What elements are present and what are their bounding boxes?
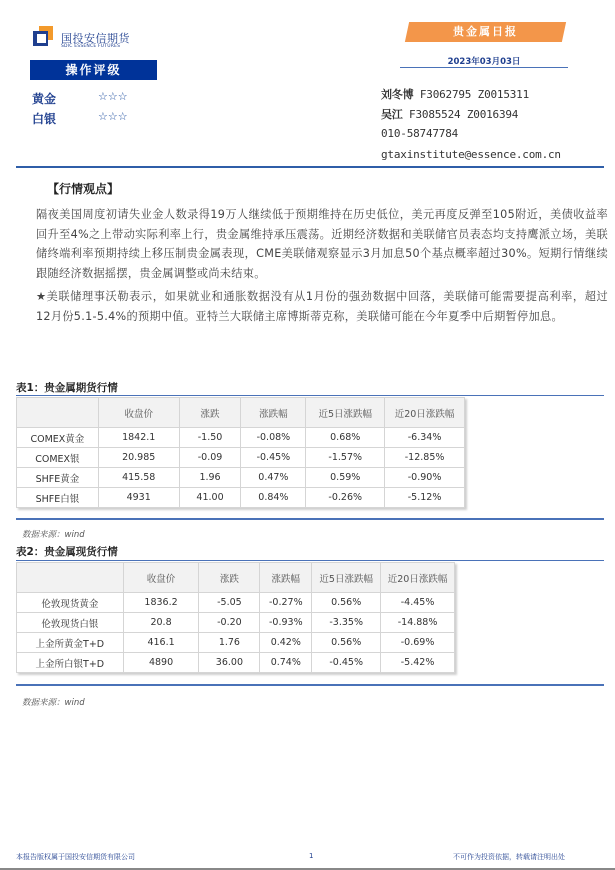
cell-close: 1836.2 [123,593,199,613]
page-number: 1 [309,852,314,860]
column-header: 近20日涨跌幅 [385,398,465,428]
cell-5d-pct: 0.56% [312,633,381,653]
cell-instrument: COMEX银 [17,448,99,468]
analyst-name: 吴江 [381,108,403,121]
table-row [17,653,455,673]
cell-20d-pct: -14.88% [381,613,455,633]
table-row [17,448,465,468]
cell-change: -1.50 [179,428,241,448]
report-date: 2023年03月03日 [447,57,521,67]
rating-title: 操作评级 [30,60,157,80]
cell-change: 36.00 [199,653,260,673]
spot-table [16,562,455,673]
cell-instrument: 伦敦现货白银 [17,613,124,633]
column-header [17,563,124,593]
cell-close: 20.985 [98,448,179,468]
phone: 010-58747784 [381,127,459,140]
cell-change: 1.76 [199,633,260,653]
cell-instrument: SHFE黄金 [17,468,99,488]
cell-20d-pct: -12.85% [385,448,465,468]
analyst-1 [381,86,529,102]
cell-20d-pct: -0.69% [381,633,455,653]
analyst-ids: F3062795 Z0015311 [419,88,530,101]
table2-top-rule [16,560,604,561]
table1-source: 数据来源：wind [22,530,85,540]
cell-change: -5.05 [199,593,260,613]
cell-change-pct: -0.27% [260,593,312,613]
cell-change-pct: 0.42% [260,633,312,653]
report-type: 贵金属日报 [453,25,518,38]
footer-copyright: 本报告版权属于国投安信期货有限公司 [16,853,135,861]
cell-20d-pct: -4.45% [381,593,455,613]
table1-top-rule [16,395,604,396]
cell-change-pct: -0.45% [241,448,306,468]
footer-disclaimer: 不可作为投资依据，转载请注明出处 [453,853,565,861]
cell-close: 4890 [123,653,199,673]
cell-close: 416.1 [123,633,199,653]
email-link[interactable]: gtaxinstitute@essence.com.cn [381,148,561,161]
star-rating-icon: ☆☆☆ [98,90,128,103]
cell-instrument: 上金所白银T+D [17,653,124,673]
rating-row-gold [30,90,157,108]
table-row [17,488,465,508]
cell-5d-pct: 0.68% [306,428,385,448]
cell-change: 1.96 [179,468,241,488]
column-header: 涨跌幅 [241,398,306,428]
cell-5d-pct: 0.59% [306,468,385,488]
cell-change-pct: 0.74% [260,653,312,673]
cell-20d-pct: -5.42% [381,653,455,673]
cell-instrument: SHFE白银 [17,488,99,508]
cell-change: -0.09 [179,448,241,468]
column-header: 近20日涨跌幅 [381,563,455,593]
table2-bottom-rule [16,684,604,686]
cell-close: 415.58 [98,468,179,488]
table-header-row [17,398,465,428]
column-header: 涨跌幅 [260,563,312,593]
table-header-row [17,563,455,593]
section-title-market-view: 【行情观点】 [47,182,120,196]
analyst-name: 刘冬博 [381,88,414,101]
cell-5d-pct: -0.26% [306,488,385,508]
company-logo-cn: 国投安信期货 [61,32,130,45]
cell-instrument: 上金所黄金T+D [17,633,124,653]
table-row [17,593,455,613]
cell-5d-pct: -0.45% [312,653,381,673]
cell-change-pct: -0.93% [260,613,312,633]
cell-change-pct: -0.08% [241,428,306,448]
column-header: 近5日涨跌幅 [312,563,381,593]
analyst-ids: F3085524 Z0016394 [409,108,519,121]
cell-20d-pct: -6.34% [385,428,465,448]
table-row [17,428,465,448]
futures-table [16,397,465,508]
column-header: 涨跌 [199,563,260,593]
cell-close: 20.8 [123,613,199,633]
table1-bottom-rule [16,518,604,520]
cell-5d-pct: 0.56% [312,593,381,613]
cell-close: 1842.1 [98,428,179,448]
company-logo-mark [33,26,53,46]
cell-change-pct: 0.84% [241,488,306,508]
column-header: 收盘价 [98,398,179,428]
table-row [17,468,465,488]
column-header: 涨跌 [179,398,241,428]
column-header: 近5日涨跌幅 [306,398,385,428]
market-view-paragraph-2: ★美联储理事沃勒表示，如果就业和通胀数据没有从1月份的强劲数据中回落，美联储可能需要提高利率，超过12月份5.1-5.4%的预期中值。亚特兰大联储主席博斯蒂克称，美联储可能在今年夏季中后期暂停加息。 [36,290,608,323]
cell-5d-pct: -3.35% [312,613,381,633]
analyst-2 [381,106,518,122]
rating-row-silver [30,110,157,128]
cell-close: 4931 [98,488,179,508]
table2-source: 数据来源：wind [22,698,85,708]
cell-20d-pct: -5.12% [385,488,465,508]
star-rating-icon: ☆☆☆ [98,110,128,123]
cell-instrument: COMEX黄金 [17,428,99,448]
table2-title: 表2：贵金属现货行情 [16,546,118,558]
date-underline [400,67,568,68]
cell-20d-pct: -0.90% [385,468,465,488]
cell-5d-pct: -1.57% [306,448,385,468]
table1-title: 表1：贵金属期货行情 [16,382,118,394]
rating-label: 黄金 [32,92,57,106]
cell-change: -0.20 [199,613,260,633]
table-row [17,613,455,633]
column-header: 收盘价 [123,563,199,593]
column-header [17,398,99,428]
cell-change: 41.00 [179,488,241,508]
market-view-paragraph-1: 隔夜美国周度初请失业金人数录得19万人继续低于预期维持在历史低位，美元再度反弹至105附近，美债收益率回升至4%之上带动实际利率上行，贵金属维持承压震荡。近期经济数据和美联储官员表态均支持鹰派立场，美联储终端利率预期持续上移压制贵金属表现，CME美联储观察显示3月加息50个基点概率超过30%。短期行情继续跟随经济数据摇摆，贵金属调整或尚未结束。 [36,208,608,280]
cell-change-pct: 0.47% [241,468,306,488]
company-logo-en: SDIC ESSENCE FUTURES [61,44,121,49]
header-divider [16,166,604,168]
cell-instrument: 伦敦现货黄金 [17,593,124,613]
table-row [17,633,455,653]
rating-label: 白银 [32,112,57,126]
